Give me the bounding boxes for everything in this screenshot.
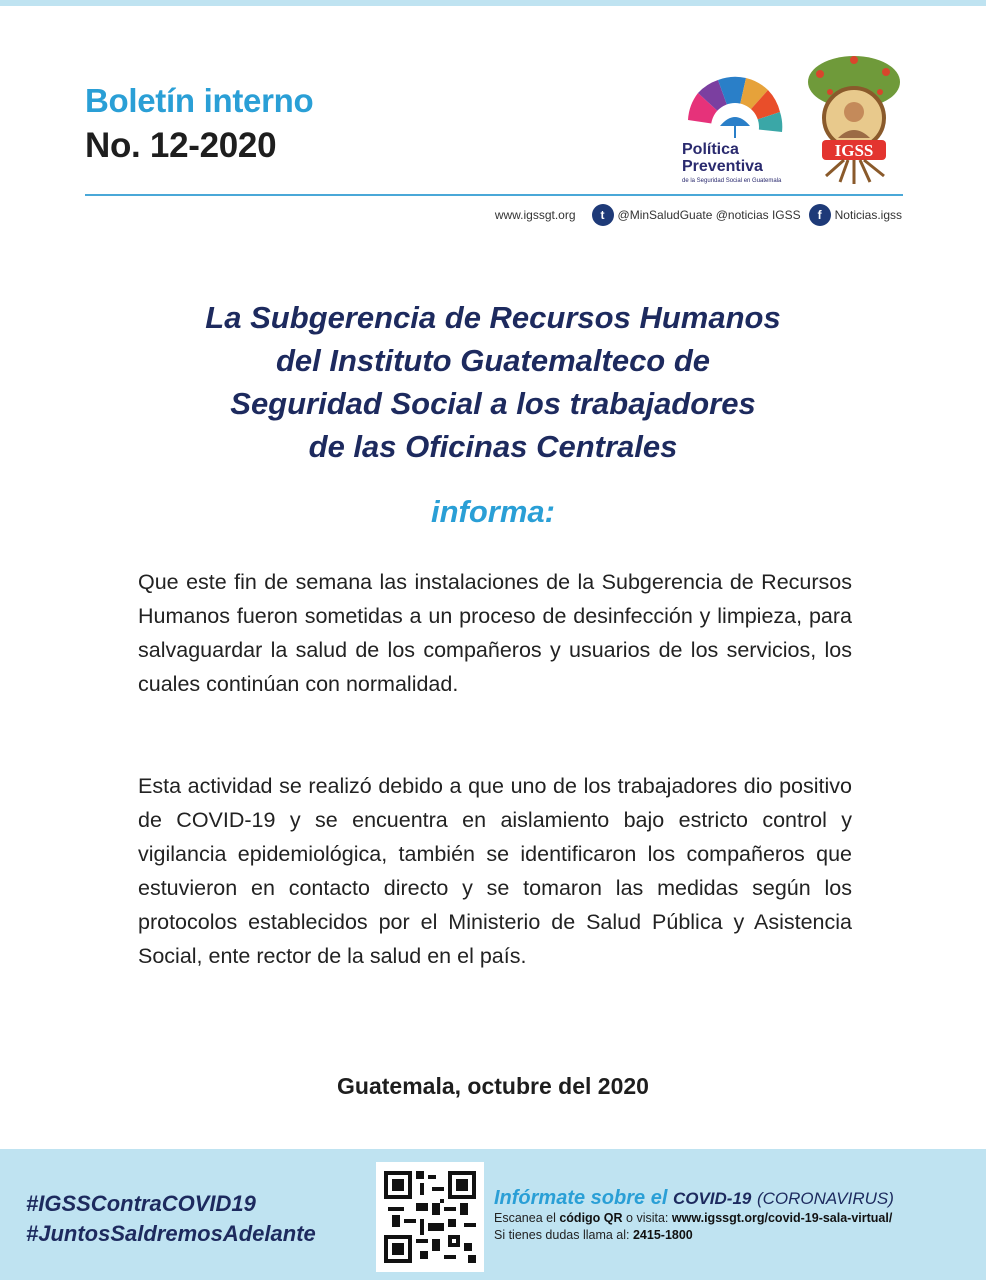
headline-line: Seguridad Social a los trabajadores xyxy=(230,386,756,421)
dateline: Guatemala, octubre del 2020 xyxy=(337,1073,649,1099)
scan-code: código QR xyxy=(559,1211,623,1225)
footer-banner xyxy=(0,1149,986,1280)
bulletin-number: No. 12-2020 xyxy=(85,126,277,165)
phone-pre: Si tienes dudas llama al: xyxy=(494,1228,630,1242)
facebook-icon[interactable]: f xyxy=(809,204,831,226)
informa-heading: informa: xyxy=(431,494,555,529)
info-lead: Infórmate sobre el xyxy=(494,1187,668,1209)
igss-logo xyxy=(800,52,908,187)
twitter-handles[interactable]: @MinSaludGuate @noticias IGSS xyxy=(617,208,801,222)
bulletin-label: Boletín interno xyxy=(85,82,314,119)
header-divider xyxy=(85,194,903,196)
website-link[interactable]: www.igssgt.org xyxy=(494,208,576,222)
qr-code-icon xyxy=(384,1170,476,1264)
facebook-handle[interactable]: Noticias.igss xyxy=(834,208,902,222)
politica-preventiva-logo xyxy=(676,68,794,186)
logo-pp-line1: Política xyxy=(682,141,739,158)
logo-pp-line2: Preventiva xyxy=(682,158,763,175)
logo-pp-tagline: de la Seguridad Social en Guatemala xyxy=(682,178,782,184)
hashtags xyxy=(26,1189,316,1249)
top-color-strip xyxy=(0,0,986,6)
logo-igss-text: IGSS xyxy=(834,141,874,160)
headline-line: de las Oficinas Centrales xyxy=(308,429,678,464)
covid-url-link[interactable]: www.igssgt.org/covid-19-sala-virtual/ xyxy=(671,1211,893,1225)
phone-number[interactable]: 2415-1800 xyxy=(632,1228,693,1242)
scan-pre: Escanea el xyxy=(494,1211,556,1225)
covid-info xyxy=(494,1187,974,1244)
body-paragraph-1: Que este fin de semana las instalaciones de la Subgerencia de Recursos Humanos fueron sometidas a un proceso de desinfección y limpieza, para salvaguardar la salud de los compañeros y usuarios de los servicios, los cuales continúan con normalidad. xyxy=(138,570,852,696)
hashtag-juntos: #JuntosSaldremosAdelante xyxy=(26,1221,316,1246)
qr-code[interactable] xyxy=(376,1162,484,1272)
headline-line: La Subgerencia de Recursos Humanos xyxy=(205,300,781,335)
social-links xyxy=(495,203,902,227)
headline-line: del Instituto Guatemalteco de xyxy=(275,343,711,378)
hashtag-igss: #IGSSContraCOVID19 xyxy=(26,1191,256,1216)
scan-line xyxy=(494,1210,974,1227)
phone-line xyxy=(494,1227,974,1244)
headline xyxy=(100,296,886,468)
info-covid: COVID-19 xyxy=(672,1189,752,1208)
scan-mid: o visita: xyxy=(626,1211,669,1225)
info-corona: (CORONAVIRUS) xyxy=(756,1189,894,1208)
body-paragraph-2: Esta actividad se realizó debido a que uno de los trabajadores dio positivo de COVID-19 y se encuentra en aislamiento bajo estricto control y vigilancia epidemiológica, también se identificaron los compañeros que estuvieron en contacto directo y se tomaron las medidas según los protocolos establecidos por el Ministerio de Salud Pública y Asistencia Social, ente rector de la salud en el país. xyxy=(138,774,852,968)
twitter-icon[interactable]: t xyxy=(592,204,614,226)
